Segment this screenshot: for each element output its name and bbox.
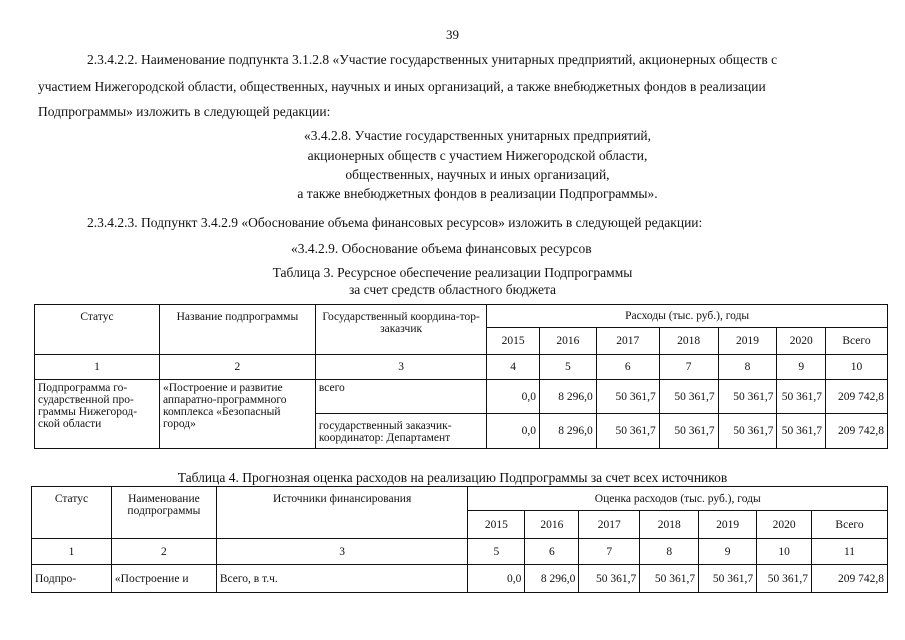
table4-status-cell: Подпро- [32,565,112,593]
table4-name-cell: «Построение и [111,565,216,593]
table3-col-number: 10 [825,355,887,380]
table4-year-header: 2018 [640,511,699,539]
table3-header-coordinator: Государственный координа-тор-заказчик [315,305,486,355]
table4-row-label: Всего, в т.ч. [216,565,468,593]
table4-col-number: 5 [468,539,525,565]
table3-col-number: 6 [596,355,659,380]
quote-line: «3.4.2.8. Участие государственных унитарных предприятий, [303,128,652,143]
table4-cell: 0,0 [468,565,525,593]
table4-cell: 209 742,8 [812,565,888,593]
table3-col-number: 8 [718,355,777,380]
table3-name-cell: «Построение и развитие аппаратно-программного комплекса «Безопасный город» [159,380,315,449]
page-number: 39 [446,27,459,42]
table4-year-header: 2016 [525,511,579,539]
table4-col-number: 11 [812,539,888,565]
table4-header-name: Наименование подпрограммы [111,487,216,539]
table3-col-number: 5 [539,355,596,380]
table3-cell: 50 361,7 [777,414,826,449]
table4-caption: Таблица 4. Прогнозная оценка расходов на реализацию Подпрограммы за счет всех источников [177,470,728,485]
table3-cell: 209 742,8 [825,414,887,449]
table3-cell: 50 361,7 [718,414,777,449]
table4-cell: 8 296,0 [525,565,579,593]
table3-col-number: 4 [487,355,540,380]
table4-year-header: 2019 [699,511,757,539]
table3-cell: 50 361,7 [596,414,659,449]
paragraph-line: Подпрограммы» изложить в следующей редакции: [38,104,331,119]
table4-header-estimate: Оценка расходов (тыс. руб.), годы [468,487,888,511]
table3-caption: за счет средств областного бюджета [348,282,557,297]
table3 [34,304,888,449]
table3-col-number: 1 [35,355,160,380]
paragraph-line: 2.3.4.2.2. Наименование подпункта 3.1.2.8 «Участие государственных унитарных предприятий, акционерных обществ с [87,52,778,67]
table4-col-number: 8 [640,539,699,565]
table3-status-cell: Подпрограмма го-сударственной про-граммы Нижегород-ской области [35,380,160,449]
table3-row-label: государственный заказчик-координатор: Департамент [315,414,486,449]
table4-year-header: Всего [812,511,888,539]
table4-col-number: 10 [757,539,812,565]
table4-header-status: Статус [32,487,112,539]
table4-cell: 50 361,7 [699,565,757,593]
quote-line: общественных, научных и иных организаций, [345,167,610,182]
table4-cell: 50 361,7 [579,565,640,593]
table3-cell: 50 361,7 [596,380,659,414]
table4-cell: 50 361,7 [757,565,812,593]
table4-cell: 50 361,7 [640,565,699,593]
table4-col-number: 2 [111,539,216,565]
table4-year-header: 2015 [468,511,525,539]
table3-cell: 209 742,8 [825,380,887,414]
table3-header-name: Название подпрограммы [159,305,315,355]
table3-cell: 50 361,7 [659,380,718,414]
paragraph-line: 2.3.4.2.3. Подпункт 3.4.2.9 «Обоснование объема финансовых ресурсов» изложить в следующей редакции: [87,215,703,230]
table3-cell: 8 296,0 [539,414,596,449]
table4-col-number: 7 [579,539,640,565]
table3-year-header: 2016 [539,328,596,355]
quote-line: «3.4.2.9. Обоснование объема финансовых ресурсов [291,241,592,256]
table3-cell: 8 296,0 [539,380,596,414]
table4-col-number: 6 [525,539,579,565]
table3-header-status: Статус [35,305,160,355]
quote-line: акционерных обществ с участием Нижегородской области, [307,148,648,163]
quote-line: а также внебюджетных фондов в реализации Подпрограммы». [297,186,658,201]
table4-year-header: 2020 [757,511,812,539]
table4 [31,486,888,593]
table3-year-header: Всего [825,328,887,355]
paragraph-line: участием Нижегородской области, общественных, научных и иных организаций, а также внебюджетных фондов в реализации [38,79,766,94]
table3-year-header: 2015 [487,328,540,355]
table3-cell: 50 361,7 [777,380,826,414]
table4-col-number: 3 [216,539,468,565]
table4-header-sources: Источники финансирования [216,487,468,539]
table3-year-header: 2019 [718,328,777,355]
table3-cell: 0,0 [487,380,540,414]
table3-year-header: 2017 [596,328,659,355]
table3-cell: 50 361,7 [659,414,718,449]
table3-year-header: 2020 [777,328,826,355]
table3-col-number: 2 [159,355,315,380]
table3-cell: 50 361,7 [718,380,777,414]
table4-col-number: 1 [32,539,112,565]
table4-year-header: 2017 [579,511,640,539]
table3-col-number: 7 [659,355,718,380]
table4-col-number: 9 [699,539,757,565]
table3-caption: Таблица 3. Ресурсное обеспечение реализации Подпрограммы [272,265,633,280]
table3-row-label: всего [315,380,486,414]
table3-header-expenses: Расходы (тыс. руб.), годы [487,305,888,328]
table3-col-number: 3 [315,355,486,380]
table3-col-number: 9 [777,355,826,380]
table3-cell: 0,0 [487,414,540,449]
table3-year-header: 2018 [659,328,718,355]
